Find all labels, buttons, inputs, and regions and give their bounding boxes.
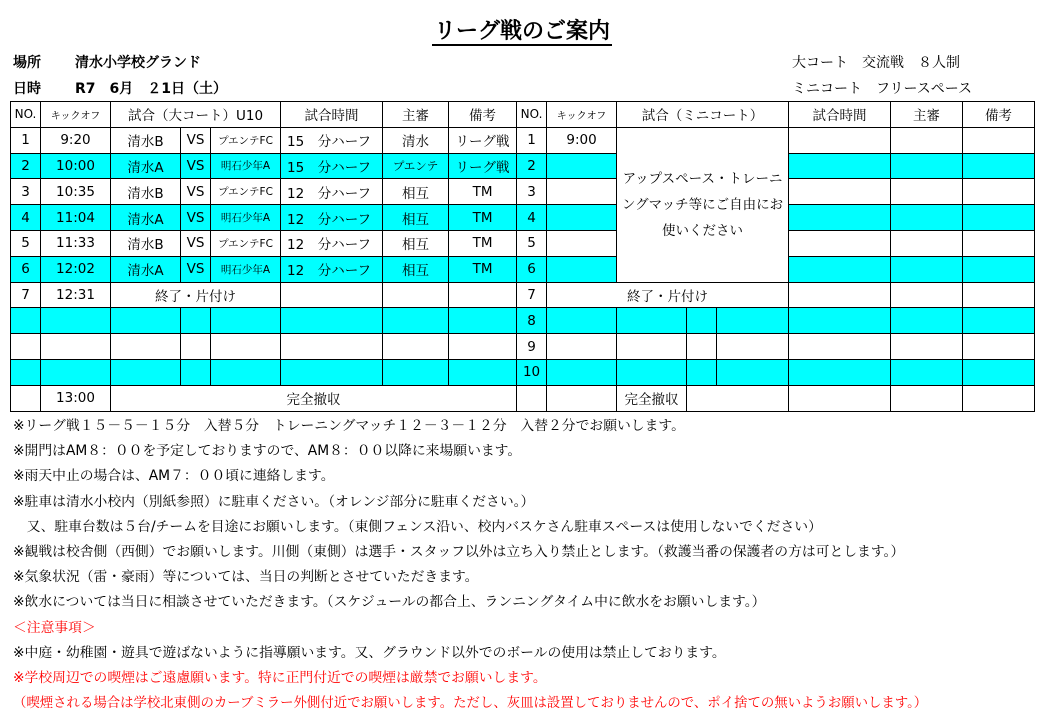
table-row (11, 179, 1035, 205)
note-line: ※駐車は清水小校内（別紙参照）に駐車ください。（オレンジ部分に駐車ください。） (13, 493, 535, 510)
header-referee-mini: 主審 (891, 102, 963, 128)
header-kickoff: キックオフ (41, 102, 111, 128)
row-vs: VS (181, 230, 211, 256)
row-cleanup-mini: 終了・片付け (547, 282, 789, 308)
row-mini-time (789, 256, 891, 282)
row-no-mini: 6 (517, 256, 547, 282)
header-match-big: 試合（大コート）U10 (111, 102, 281, 128)
row-mini-ref (891, 179, 963, 205)
note-line: ※観戦は校舎側（西側）でお願いします。川側（東側）は選手・スタッフ以外は立ち入り禁止とします。（救護当番の保護者の方は可とします。） (13, 544, 905, 561)
row-mini-time (789, 205, 891, 231)
row-no-mini: 5 (517, 230, 547, 256)
row-team-b: 明石少年A (211, 153, 281, 179)
row-kickoff-mini (547, 153, 617, 179)
table-row (11, 205, 1035, 231)
row-remarks: TM (449, 179, 517, 205)
header-remarks-mini: 備考 (963, 102, 1035, 128)
row-team-b: 明石少年A (211, 256, 281, 282)
row-referee: 相互 (383, 230, 449, 256)
header-referee: 主審 (383, 102, 449, 128)
row-team-a: 清水B (111, 127, 181, 153)
row-remarks: リーグ戦 (449, 127, 517, 153)
row-mini-remarks (963, 179, 1035, 205)
schedule-table (10, 101, 1035, 412)
note-line: ※飲水については当日に相談させていただきます。（スケジュールの都合上、ランニングタイム中に飲水をお願いします。） (13, 594, 766, 611)
table-row (11, 256, 1035, 282)
row-no-mini: 2 (517, 153, 547, 179)
header-match-time-mini: 試合時間 (789, 102, 891, 128)
page-title: リーグ戦のご案内 (433, 19, 610, 44)
warning-note: （喫煙される場合は学校北東側のカーブミラー外側付近でお願いします。ただし、灰皿は設置しておりませんので、ポイ捨ての無いようお願いします。） (13, 696, 928, 712)
row-team-a: 清水A (111, 205, 181, 231)
row-mini-ref (891, 256, 963, 282)
row-kickoff: 12:31 (41, 282, 111, 308)
table-row (11, 308, 1035, 334)
row-match-time: 12 分ハーフ (281, 205, 383, 231)
row-kickoff-mini (547, 256, 617, 282)
table-row (11, 153, 1035, 179)
row-team-b: プエンテFC (211, 179, 281, 205)
row-kickoff: 10:00 (41, 153, 111, 179)
row-final-big: 完全撤収 (111, 385, 517, 411)
row-remarks: TM (449, 205, 517, 231)
row-no-mini: 3 (517, 179, 547, 205)
row-no-mini: 4 (517, 205, 547, 231)
header-remarks: 備考 (449, 102, 517, 128)
row-no: 3 (11, 179, 41, 205)
row-kickoff: 9:20 (41, 127, 111, 153)
table-row (11, 334, 1035, 360)
row-match-time: 15 分ハーフ (281, 127, 383, 153)
row-no: 7 (11, 282, 41, 308)
note-line: ※開門はAM８：００を予定しておりますので、AM８：００以降に来場願います。 (13, 443, 522, 460)
row-kickoff: 10:35 (41, 179, 111, 205)
note-line: ※リーグ戦１５－５－１５分 入替５分 トレーニングマッチ１２－３－１２分 入替２分でお願いします。 (13, 418, 685, 434)
row-no-mini: 10 (517, 359, 547, 385)
date-value: R7 6月 ２1日（土） (75, 81, 228, 97)
row-no: 4 (11, 205, 41, 231)
row-kickoff-mini (547, 230, 617, 256)
row-vs: VS (181, 127, 211, 153)
row-remarks: TM (449, 256, 517, 282)
row-no: 5 (11, 230, 41, 256)
row-kickoff-mini: 9:00 (547, 127, 617, 153)
row-team-a: 清水A (111, 256, 181, 282)
row-match-time: 12 分ハーフ (281, 230, 383, 256)
row-no-mini: 7 (517, 282, 547, 308)
row-kickoff: 12:02 (41, 256, 111, 282)
header-match-time: 試合時間 (281, 102, 383, 128)
row-team-b: プエンテFC (211, 230, 281, 256)
row-mini-time (789, 153, 891, 179)
note-line: ※気象状況（雷・豪雨）等については、当日の判断とさせていただきます。 (13, 569, 479, 586)
row-final-mini: 完全撤収 (617, 385, 687, 411)
row-no-mini: 9 (517, 334, 547, 360)
row-no-mini: 1 (517, 127, 547, 153)
table-header-row (11, 102, 1035, 128)
row-vs: VS (181, 179, 211, 205)
row-mini-remarks (963, 256, 1035, 282)
row-mini-time (789, 179, 891, 205)
table-row (11, 282, 1035, 308)
venue-value: 清水小学校グランド (75, 55, 201, 71)
row-no: 2 (11, 153, 41, 179)
big-court-info: 大コート 交流戦 ８人制 (792, 55, 960, 71)
row-referee: 相互 (383, 179, 449, 205)
row-kickoff-mini (547, 205, 617, 231)
header-kickoff-mini: キックオフ (547, 102, 617, 128)
table-row (11, 230, 1035, 256)
venue-label: 場所 (13, 55, 41, 71)
row-mini-remarks (963, 205, 1035, 231)
header-match-mini: 試合（ミニコート） (617, 102, 789, 128)
row-team-b: 明石少年A (211, 205, 281, 231)
row-referee: 相互 (383, 256, 449, 282)
row-referee: プエンテ (383, 153, 449, 179)
warning-note: ※学校周辺での喫煙はご遠慮願います。特に正門付近での喫煙は厳禁でお願いします。 (13, 670, 547, 687)
caution-note: ※中庭・幼稚園・遊具で遊ばないように指導願います。又、グラウンド以外でのボールの使用は禁止しております。 (13, 644, 726, 661)
row-match-time: 15 分ハーフ (281, 153, 383, 179)
row-team-a: 清水B (111, 230, 181, 256)
row-referee: 相互 (383, 205, 449, 231)
table-row (11, 359, 1035, 385)
row-match-time: 12 分ハーフ (281, 256, 383, 282)
table-row (11, 385, 1035, 411)
row-mini-time (789, 127, 891, 153)
row-mini-remarks (963, 153, 1035, 179)
row-team-a: 清水B (111, 179, 181, 205)
note-line: ※雨天中止の場合は、AM７：００頃に連絡します。 (13, 468, 335, 485)
row-referee: 清水 (383, 127, 449, 153)
caution-header: ＜注意事項＞ (13, 619, 96, 636)
row-no-mini: 8 (517, 308, 547, 334)
row-mini-time (789, 230, 891, 256)
row-kickoff: 11:04 (41, 205, 111, 231)
row-kickoff: 11:33 (41, 230, 111, 256)
row-mini-ref (891, 205, 963, 231)
row-vs: VS (181, 153, 211, 179)
row-team-a: 清水A (111, 153, 181, 179)
row-no: 1 (11, 127, 41, 153)
row-mini-remarks (963, 230, 1035, 256)
row-no: 6 (11, 256, 41, 282)
row-vs: VS (181, 205, 211, 231)
row-cleanup-big: 終了・片付け (111, 282, 281, 308)
row-remarks: リーグ戦 (449, 153, 517, 179)
date-label: 日時 (13, 81, 41, 97)
row-team-b: プエンテFC (211, 127, 281, 153)
note-line: 又、駐車台数は５台/チームを目途にお願いします。（東側フェンス沿い、校内バスケさん駐車スペースは使用しないでください） (13, 518, 822, 535)
header-no-mini: NO. (517, 102, 547, 128)
row-vs: VS (181, 256, 211, 282)
row-mini-ref (891, 153, 963, 179)
header-no: NO. (11, 102, 41, 128)
row-mini-ref (891, 230, 963, 256)
mini-court-note: アップスペース・トレーニングマッチ等にご自由にお使いください (617, 127, 789, 282)
table-row (11, 127, 1035, 153)
row-kickoff-mini (547, 179, 617, 205)
row-mini-remarks (963, 127, 1035, 153)
row-remarks: TM (449, 230, 517, 256)
notes-section (13, 414, 1053, 716)
row-match-time: 12 分ハーフ (281, 179, 383, 205)
row-mini-ref (891, 127, 963, 153)
row-final-kickoff: 13:00 (41, 385, 111, 411)
mini-court-info: ミニコート フリースペース (792, 81, 973, 97)
